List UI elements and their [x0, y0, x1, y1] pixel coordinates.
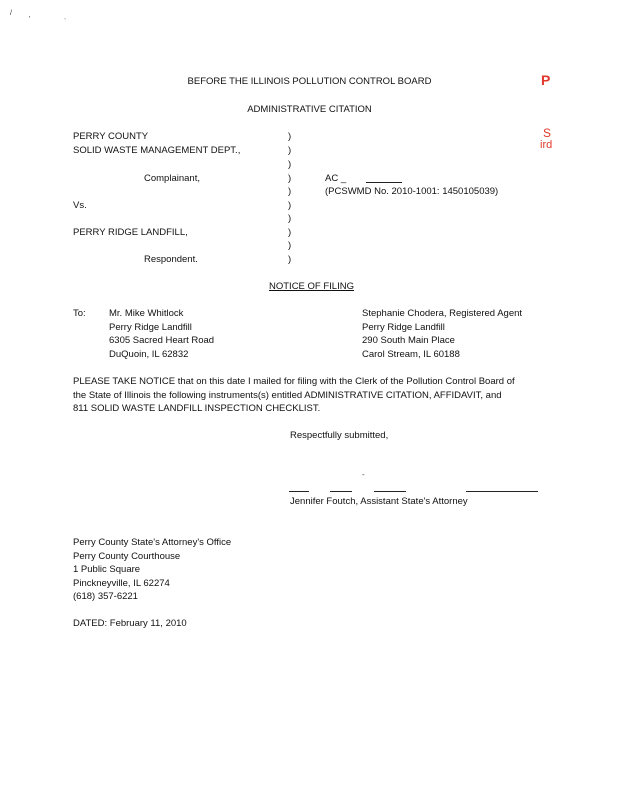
caption-paren: ) [288, 213, 292, 224]
notice-body-line: 811 SOLID WASTE LANDFILL INSPECTION CHECKLIST. [73, 403, 321, 414]
versus-label: Vs. [73, 200, 87, 211]
pcswmd-case-number: (PCSWMD No. 2010-1001: 1450105039) [325, 186, 499, 197]
stamp-fragment-low: ird [540, 139, 553, 151]
document-type-heading: ADMINISTRATIVE CITATION [247, 104, 372, 115]
recipient-right-line: Carol Stream, IL 60188 [362, 349, 460, 360]
caption-paren: ) [288, 200, 292, 211]
office-address-line: 1 Public Square [73, 564, 141, 575]
scan-speck: ` [64, 19, 67, 26]
recipient-left-line: DuQuoin, IL 62832 [109, 349, 189, 360]
caption-paren: ) [288, 131, 292, 142]
complainant-name-line2: SOLID WASTE MANAGEMENT DEPT., [73, 145, 241, 156]
caption-paren: ) [288, 173, 292, 184]
recipient-right-line: Perry Ridge Landfill [362, 322, 445, 333]
caption-paren: ) [288, 159, 292, 170]
respondent-name: PERRY RIDGE LANDFILL, [73, 227, 188, 238]
caption-paren: ) [288, 186, 292, 197]
notice-body-line: the State of Illinois the following instruments(s) entitled ADMINISTRATIVE CITATION, AFFIDAVIT, and [73, 390, 502, 401]
stamp-fragment-top: P [541, 72, 551, 88]
stamp-fragment-mid: S [543, 126, 552, 140]
signature-stroke [466, 491, 538, 492]
office-phone: (618) 357-6221 [73, 591, 138, 602]
signature-mark: - [362, 470, 365, 479]
complainant-role: Complainant, [144, 173, 200, 184]
to-label: To: [73, 308, 86, 319]
office-address-line: Perry County State's Attorney's Office [73, 537, 232, 548]
caption-paren: ) [288, 254, 292, 265]
recipient-left-line: Mr. Mike Whitlock [109, 308, 184, 319]
complainant-name-line1: PERRY COUNTY [73, 131, 149, 142]
signature-block: Jennifer Foutch, Assistant State's Attorney [290, 496, 468, 507]
caption-paren: ) [288, 145, 292, 156]
dated-line: DATED: February 11, 2010 [73, 618, 187, 629]
recipient-right-line: Stephanie Chodera, Registered Agent [362, 308, 523, 319]
board-heading: BEFORE THE ILLINOIS POLLUTION CONTROL BOARD [187, 76, 432, 87]
caption-paren: ) [288, 240, 292, 251]
ac-number-label: AC _ [325, 173, 347, 184]
recipient-left-line: Perry Ridge Landfill [109, 322, 192, 333]
recipient-left-line: 6305 Sacred Heart Road [109, 335, 215, 346]
office-address-line: Perry County Courthouse [73, 551, 181, 562]
signature-stroke [330, 491, 352, 492]
respondent-role: Respondent. [144, 254, 198, 265]
notice-of-filing-title: NOTICE OF FILING [269, 281, 354, 292]
office-address-line: Pinckneyville, IL 62274 [73, 578, 170, 589]
caption-paren: ) [288, 227, 292, 238]
signature-stroke [374, 491, 406, 492]
closing-phrase: Respectfully submitted, [290, 430, 389, 441]
notice-body-line: PLEASE TAKE NOTICE that on this date I mailed for filing with the Clerk of the Pollution Control Board of [73, 376, 515, 387]
scan-speck: ' [29, 16, 31, 23]
recipient-right-line: 290 South Main Place [362, 335, 455, 346]
scan-speck: / [10, 10, 12, 17]
ac-number-blank-line [366, 182, 402, 183]
signature-stroke [289, 491, 309, 492]
